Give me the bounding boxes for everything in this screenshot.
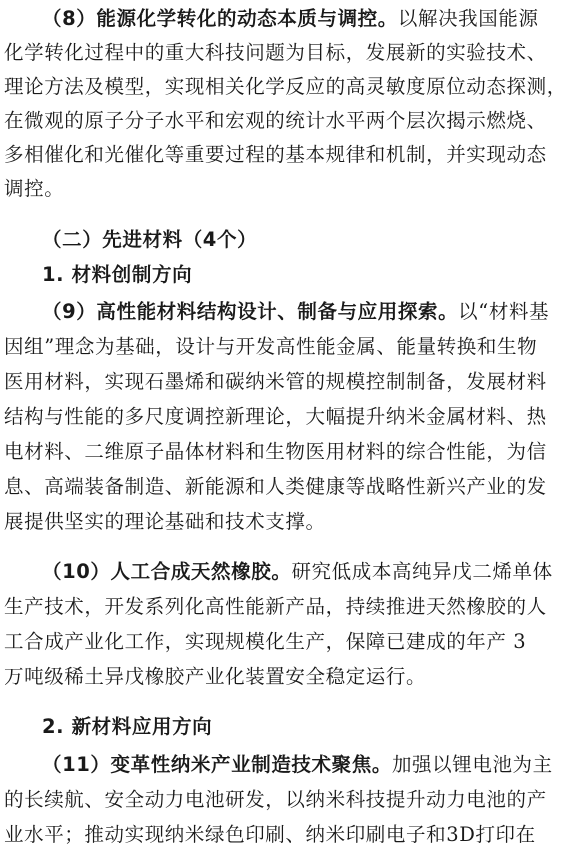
paragraph-9-line: 电材料、二维原子晶体材料和生物医用材料的综合性能，为信 xyxy=(4,440,547,463)
paragraph-9-text: 以“材料基 xyxy=(458,300,550,323)
paragraph-11-line: 的长续航、安全动力电池研发，以纳米科技提升动力电池的产 xyxy=(4,788,547,811)
subsection-heading-new-material-application: 2. 新材料应用方向 xyxy=(42,715,213,738)
subsection-heading-material-creation: 1. 材料创制方向 xyxy=(42,263,193,286)
paragraph-9-line: 因组”理念为基础，设计与开发高性能金属、能量转换和生物 xyxy=(4,335,538,358)
section-heading-advanced-materials: （二）先进材料（4个） xyxy=(42,228,258,251)
paragraph-8-heading: （8）能源化学转化的动态本质与调控。 xyxy=(42,7,398,30)
paragraph-9-first-line xyxy=(42,297,549,327)
paragraph-11-first-line xyxy=(42,750,553,780)
paragraph-11-text: 加强以锂电池为主 xyxy=(391,753,553,776)
paragraph-9-line: 医用材料，实现石墨烯和碳纳米管的规模控制制备，发展材料 xyxy=(4,370,547,393)
paragraph-10-line: 生产技术，开发系列化高性能新产品，持续推进天然橡胶的人 xyxy=(4,595,547,618)
paragraph-8-line: 多相催化和光催化等重要过程的基本规律和机制，并实现动态 xyxy=(4,143,547,166)
paragraph-8-text: 以解决我国能源 xyxy=(397,7,539,30)
paragraph-11-heading: （11）变革性纳米产业制造技术聚焦。 xyxy=(42,753,392,776)
paragraph-10-heading: （10）人工合成天然橡胶。 xyxy=(42,560,292,583)
paragraph-9-line: 息、高端装备制造、新能源和人类健康等战略性新兴产业的发 xyxy=(4,475,547,498)
paragraph-10-first-line xyxy=(42,557,553,587)
paragraph-10-line: 万吨级稀土异戊橡胶产业化装置安全稳定运行。 xyxy=(4,665,427,688)
paragraph-8-line: 理论方法及模型，实现相关化学反应的高灵敏度原位动态探测， xyxy=(4,75,567,98)
paragraph-8-line: 在微观的原子分子水平和宏观的统计水平两个层次揭示燃烧、 xyxy=(4,109,547,132)
paragraph-9-line: 展提供坚实的理论基础和技术支撑。 xyxy=(4,510,326,533)
paragraph-11-line: 业水平；推动实现纳米绿色印刷、纳米印刷电子和3D打印在 xyxy=(4,823,536,846)
paragraph-10-text: 研究低成本高纯异戊二烯单体 xyxy=(291,560,553,583)
paragraph-10-line: 工合成产业化工作，实现规模化生产，保障已建成的年产 3 xyxy=(4,630,527,653)
paragraph-8-first-line xyxy=(42,4,539,34)
paragraph-8-line: 化学转化过程中的重大科技问题为目标，发展新的实验技术、 xyxy=(4,41,547,64)
paragraph-9-line: 结构与性能的多尺度调控新理论，大幅提升纳米金属材料、热 xyxy=(4,405,547,428)
paragraph-8-line: 调控。 xyxy=(4,177,65,200)
paragraph-9-heading: （9）高性能材料结构设计、制备与应用探索。 xyxy=(42,300,459,323)
